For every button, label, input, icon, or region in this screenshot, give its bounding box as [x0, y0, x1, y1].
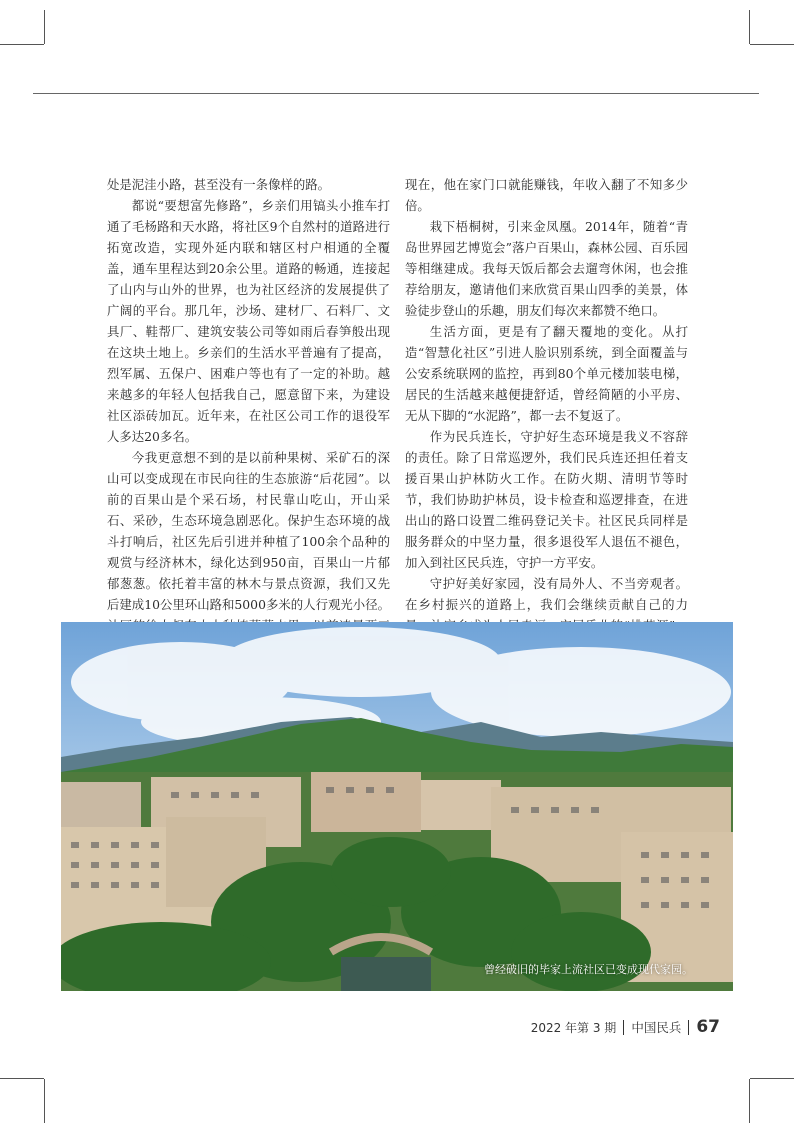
- paragraph: 今我更意想不到的是以前种果树、采矿石的深山可以变成现在市民向往的生态旅游“后花园”。以前的百果山是个采石场，村民靠山吃山，开山采石、采砂，生态环境急剧恶化。保护生态环境的战斗打响后，社区先后引进并种植了100余个品种的观赏与经济林木，绿化达到950亩，百果山一片郁郁葱葱。依托着丰富的林木与景点资源，我们又先后建成10公里环山路和5000多米的人行观光小径。: [107, 450, 390, 612]
- pond: [341, 957, 431, 991]
- footer-divider: [688, 1020, 689, 1035]
- paragraph-final-text: 守护好美好家园，没有局外人、不当旁观者。在乡村振兴的道路上，我们会继续贡献自己的力: [405, 576, 688, 612]
- photo-illustration: [61, 622, 733, 991]
- paragraph: 作为民兵连长，守护好生态环境是我义不容辞的责任。除了日常巡逻外，我们民兵连还担任着支援百果山护林防火工作。在防火期、清明节等时节，我们协助护林员，设卡检查和巡逻排查，在进出山的路口设置二维码登记关卡。社区民兵同样是服务群众的中坚力量，很多退役军人退伍不褪色，加入到社区民兵连，守护一方平安。: [405, 429, 688, 570]
- crop-mark: [750, 10, 794, 45]
- paragraph: 处是泥洼小路，甚至没有一条像样的路。: [107, 177, 331, 192]
- paragraph: 都说“要想富先修路”，乡亲们用镐头小推车打通了毛杨路和天水路，将社区9个自然村的道路进行拓宽改造，实现外延内联和辖区村户相通的全覆盖，通车里程达到20余公里。道路的畅通，连接起了山内与山外的世界，也为社区经济的发展提供了广阔的平台。那几年，沙场、建材厂、石料厂、文具厂、鞋帮厂、建筑安装公司等如雨后春笋般出现在这块土地上。乡亲们的生活水平普遍有了提高，烈军属、五保户、困难户等也有了一定的补助。越来越多的年轻人包括我自己，愿意留下来，为建设社区添砖加瓦。近年来，在社区公司工作的退役军人多达20多名。: [107, 198, 390, 444]
- paragraph: 现在，他在家门口就能赚钱，年收入翻了不知多少倍。: [405, 177, 688, 213]
- crop-mark: [0, 10, 44, 45]
- page-number: 67: [696, 1017, 720, 1037]
- community-photo: [61, 622, 733, 991]
- footer-divider: [623, 1020, 624, 1035]
- magazine-name: 中国民兵: [631, 1020, 682, 1035]
- header-rule: [33, 93, 759, 94]
- paragraph: 栽下梧桐树，引来金凤凰。2014年，随着“青岛世界园艺博览会”落户百果山，森林公园、百乐园等相继建成。我每天饭后都会去遛弯休闲，也会推荐给朋友，邀请他们来欣赏百果山四季的美景，体验徒步登山的乐趣，朋友们每次来都赞不绝口。: [405, 219, 688, 318]
- crop-mark: [0, 1078, 44, 1089]
- crop-mark: [750, 1078, 794, 1089]
- article-column-left: [107, 174, 390, 678]
- paragraph: 生活方面，更是有了翻天覆地的变化。从打造“智慧化社区”引进人脸识别系统，到全面覆盖与公安系统联网的监控，再到80个单元楼加装电梯，居民的生活越来越便捷舒适，曾经简陋的小平房、无从下脚的“水泥路”，都一去不复返了。: [405, 324, 688, 423]
- page-footer: [531, 1017, 720, 1037]
- photo-caption: 曾经破旧的毕家上流社区已变成现代家园。: [484, 963, 693, 976]
- article-column-right: [405, 174, 688, 680]
- issue-label: 2022 年第 3 期: [530, 1020, 617, 1035]
